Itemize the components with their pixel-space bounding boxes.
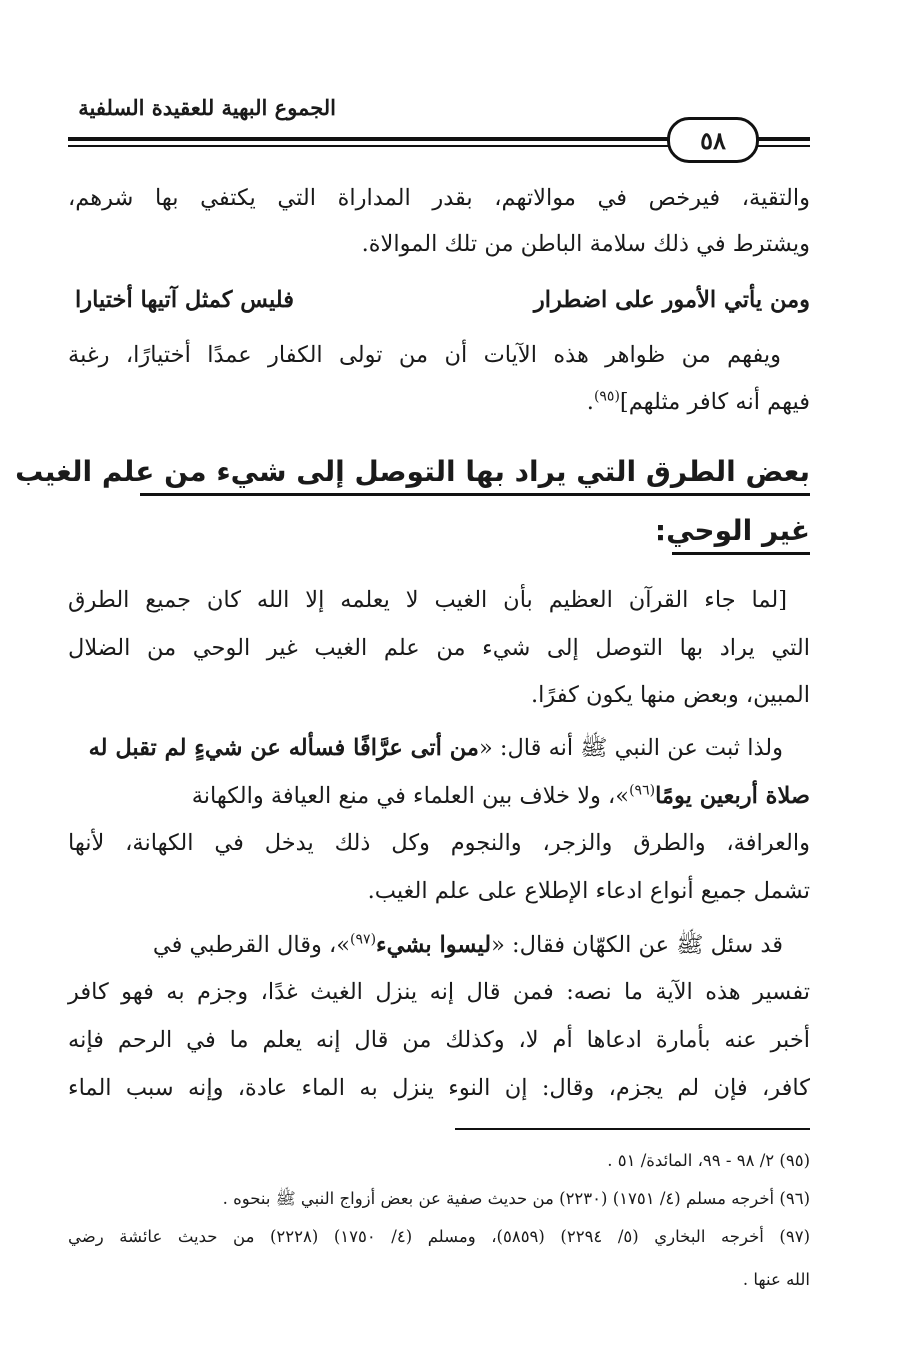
section-heading-line-2: غير الوحي: — [654, 514, 810, 547]
footnote-ref: (٩٦) — [629, 782, 656, 799]
paragraph-line: تشمل جميع أنواع ادعاء الإطلاع على علم الغيب. — [367, 878, 810, 904]
paragraph-text: فيهم أنه كافر مثلهم] — [619, 389, 810, 415]
footnote: (٩٥) ٢/ ٩٨ - ٩٩، المائدة/ ٥١ . — [607, 1151, 810, 1170]
heading-underline — [672, 552, 810, 555]
paragraph-line — [89, 733, 783, 763]
page-number-badge — [667, 117, 759, 163]
paragraph-line — [153, 930, 783, 960]
footnote-ref: (٩٥) — [593, 388, 620, 405]
paragraph-line: ويفهم من ظواهر هذه الآيات أن من تولى الكفار عمدًا أختيارًا، رغبة — [68, 342, 781, 368]
footnote: الله عنها . — [742, 1270, 810, 1289]
paragraph-line: كافر، فإن لم يجزم، وقال: إن النوء ينزل به الماء عادة، وإنه سبب الماء — [68, 1075, 810, 1101]
paragraph-line — [587, 387, 810, 417]
running-title: الجموع البهية للعقيدة السلفية — [78, 95, 336, 120]
hadith-text: من أتى عرَّافًا فسأله عن شيءٍ لم تقبل له — [88, 735, 479, 761]
verse-hemistich-left: فليس كمثل آتيها أختيارا — [75, 287, 294, 313]
paragraph-text: ولذا ثبت عن النبي ﷺ أنه قال: « — [478, 735, 783, 761]
paragraph-line: تفسير هذه الآية ما نصه: فمن قال إنه ينزل الغيث غدًا، وجزم به فهو كافر — [68, 979, 810, 1005]
paragraph-line: المبين، وبعض منها يكون كفرًا. — [530, 682, 810, 708]
paragraph-text: . — [586, 389, 594, 415]
footnote: (٩٧) أخرجه البخاري (٥/ ٢٢٩٤) (٥٨٥٩)، ومسلم (٤/ ١٧٥٠) (٢٢٢٨) من حديث عائشة رضي — [68, 1227, 811, 1246]
hadith-text: ليسوا بشيء — [376, 932, 492, 958]
paragraph-line — [192, 781, 810, 811]
page-number: ٥٨ — [700, 125, 726, 155]
verse-hemistich-right: ومن يأتي الأمور على اضطرار — [533, 287, 810, 313]
paragraph-line: أخبر عنه بأمارة ادعاها أم لا، وكذلك من قال إنه يعلم ما في الرحم فإنه — [68, 1027, 810, 1053]
paragraph-text: »، وقال القرطبي في — [152, 932, 351, 958]
paragraph-line: [لما جاء القرآن العظيم بأن الغيب لا يعلمه إلا الله كان جميع الطرق — [68, 587, 787, 613]
paragraph-line: والعرافة، والطرق والزجر، والنجوم وكل ذلك يدخل في الكهانة، لأنها — [68, 830, 810, 856]
heading-underline — [140, 493, 810, 496]
footnote: (٩٦) أخرجه مسلم (٤/ ١٧٥١) (٢٢٣٠) من حديث صفية عن بعض أزواج النبي ﷺ بنحوه . — [222, 1189, 810, 1208]
paragraph-line: ويشترط في ذلك سلامة الباطن من تلك الموالاة. — [361, 231, 810, 257]
paragraph-line: التي يراد بها التوصل إلى شيء من علم الغيب غير الوحي من الضلال — [68, 635, 810, 661]
paragraph-text: قد سئل ﷺ عن الكهّان فقال: « — [491, 932, 783, 958]
hadith-text: صلاة أربعين يومًا — [655, 783, 810, 809]
section-heading-line-1: بعض الطرق التي يراد بها التوصل إلى شيء من علم الغيب — [15, 455, 810, 488]
paragraph-text: »، ولا خلاف بين العلماء في منع العيافة والكهانة — [191, 783, 630, 809]
footnote-ref: (٩٧) — [350, 931, 377, 948]
footnote-separator — [455, 1128, 810, 1130]
paragraph-line: والتقية، فيرخص في موالاتهم، بقدر المداراة التي يكتفي بها شرهم، — [68, 185, 811, 211]
